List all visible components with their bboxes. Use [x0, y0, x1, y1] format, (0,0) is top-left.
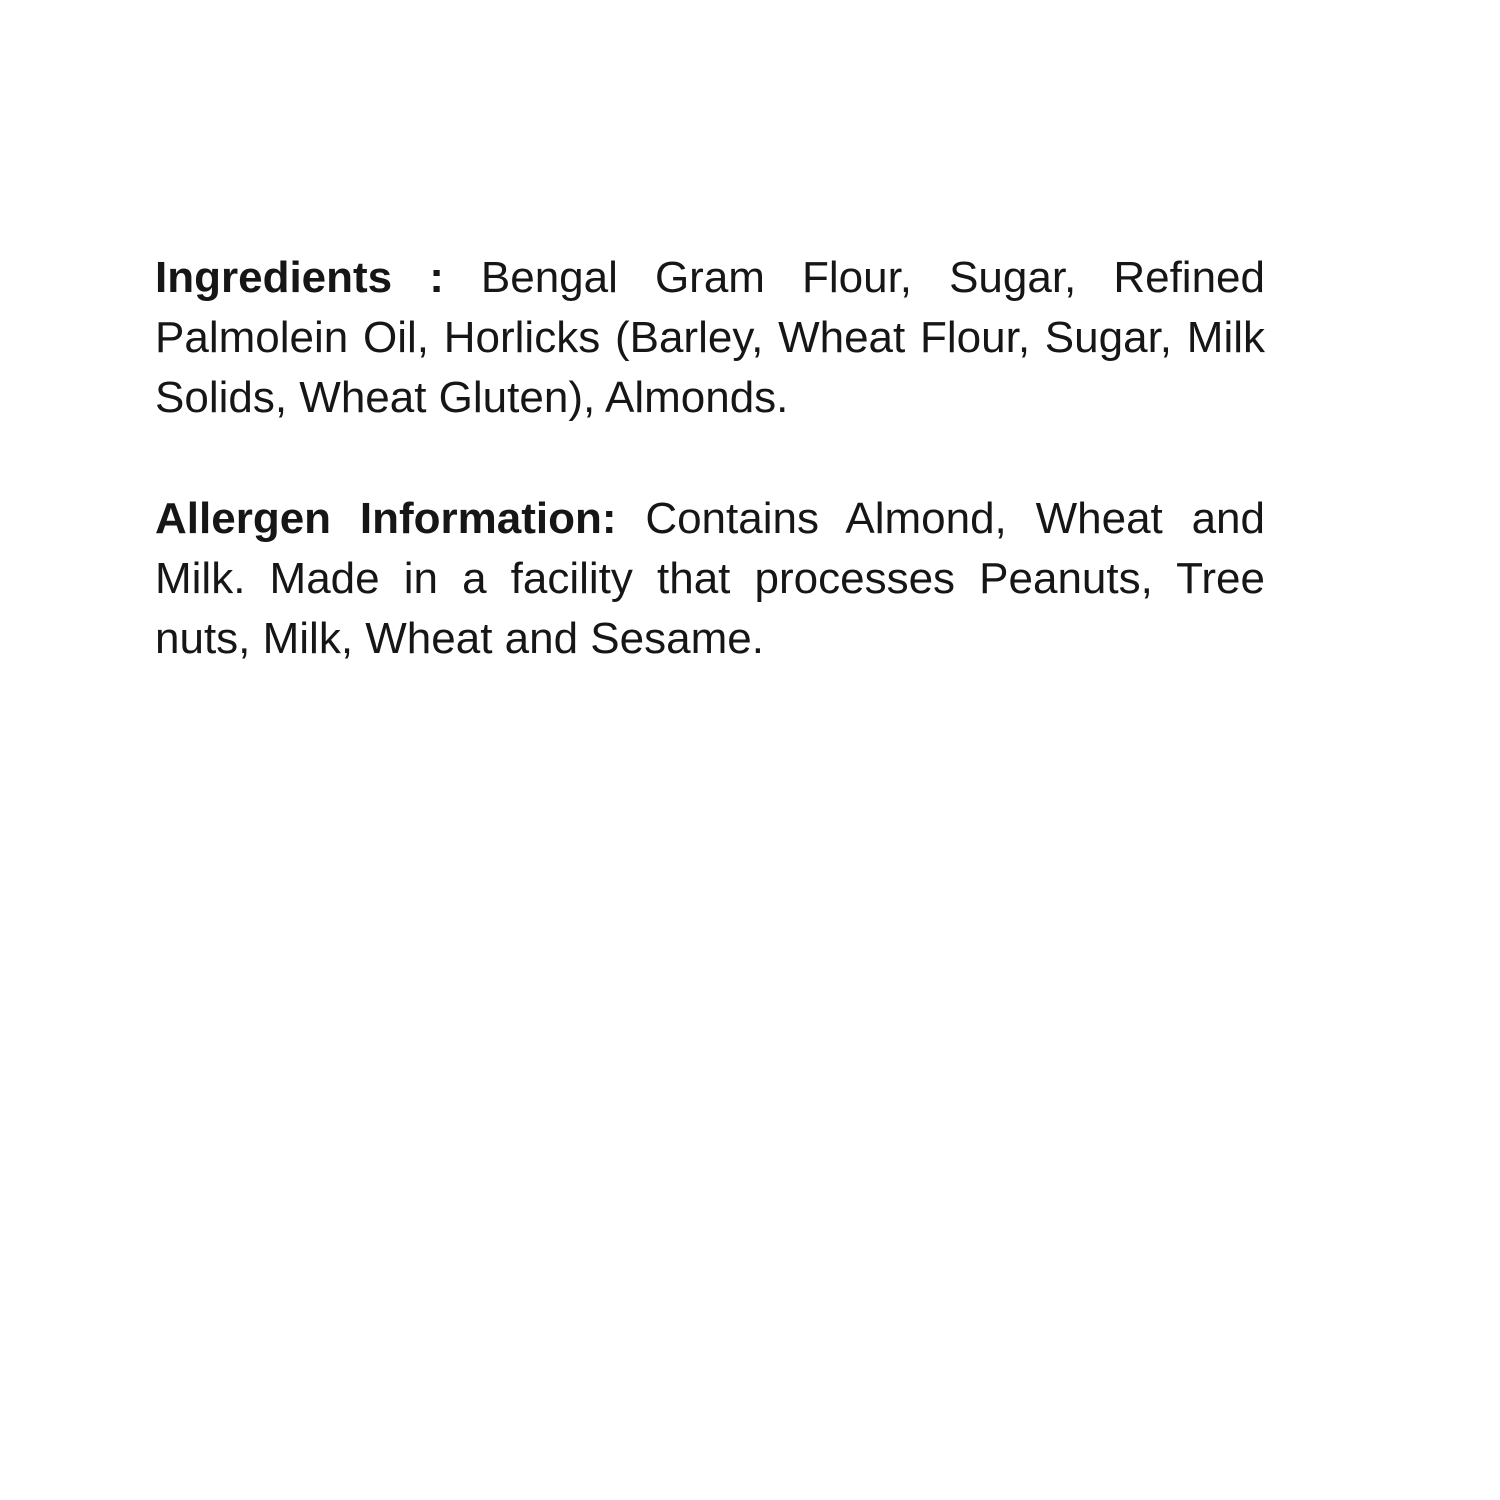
allergen-information-paragraph	[155, 489, 1265, 668]
ingredients-heading: Ingredients :	[155, 253, 481, 302]
allergen-information-body: Contains Almond, Wheat and Milk. Made in a facility that processes Peanuts, Tree nuts, Milk, Wheat and Sesame.	[155, 494, 1265, 664]
ingredients-paragraph	[155, 248, 1265, 427]
ingredients-body: Bengal Gram Flour, Sugar, Refined Palmolein Oil, Horlicks (Barley, Wheat Flour, Sugar, Milk Solids, Wheat Gluten), Almonds.	[155, 253, 1265, 422]
product-label-text-block	[155, 248, 1265, 669]
allergen-information-heading: Allergen Information:	[155, 494, 646, 544]
